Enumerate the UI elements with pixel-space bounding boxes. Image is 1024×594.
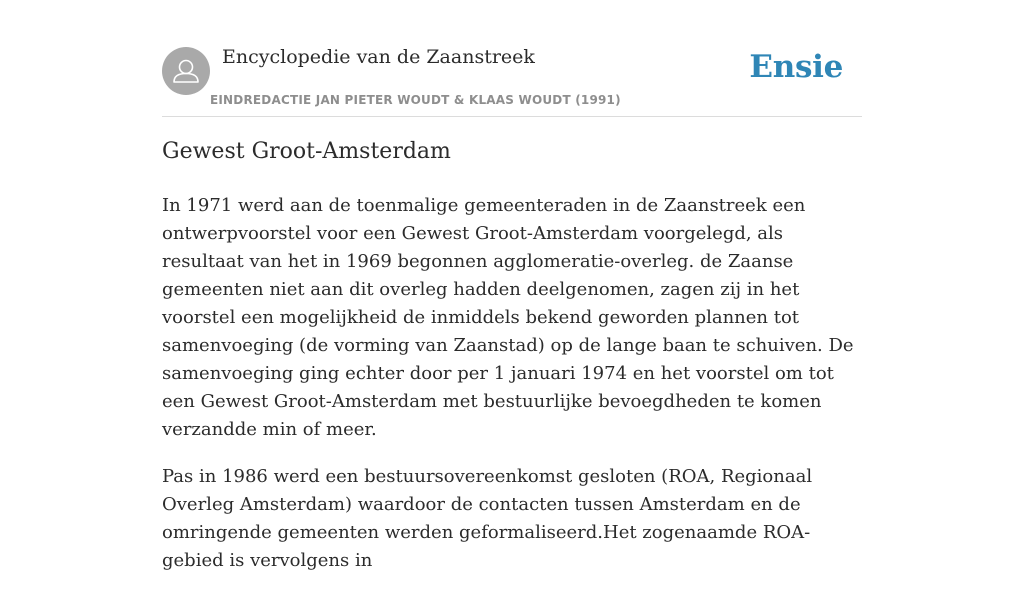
article-body [162,192,870,594]
source-header [162,40,862,117]
source-editors: EINDREDACTIE JAN PIETER WOUDT & KLAAS WOUDT (1991) [210,93,621,107]
article-paragraph: In 1971 werd aan de toenmalige gemeenteraden in de Zaanstreek een ontwerpvoorstel voor een Gewest Groot-Amsterdam voorgelegd, als resultaat van het in 1969 begonnen agglomeratie-overleg. de Zaanse gemeenten niet aan dit overleg hadden deelgenomen, zagen zij in het voorstel een mogelijkheid de inmiddels bekend geworden plannen tot samenvoeging (de vorming van Zaanstad) op de lange baan te schuiven. De samenvoeging ging echter door per 1 januari 1974 en het voorstel om tot een Gewest Groot-Amsterdam met bestuurlijke bevoegdheden te komen verzandde min of meer. [162,195,854,440]
article-paragraph: Pas in 1986 werd een bestuursovereenkomst gesloten (ROA, Regionaal Overleg Amsterdam) waardoor de contacten tussen Amsterdam en de omringende gemeenten werden geformaliseerd.Het zogenaamde ROA-gebied is vervolgens in [162,466,813,571]
user-avatar-icon[interactable] [162,47,210,95]
ensie-logo[interactable]: Ensie [749,49,843,85]
source-title[interactable]: Encyclopedie van de Zaanstreek [222,46,535,68]
article-title: Gewest Groot-Amsterdam [162,139,451,164]
